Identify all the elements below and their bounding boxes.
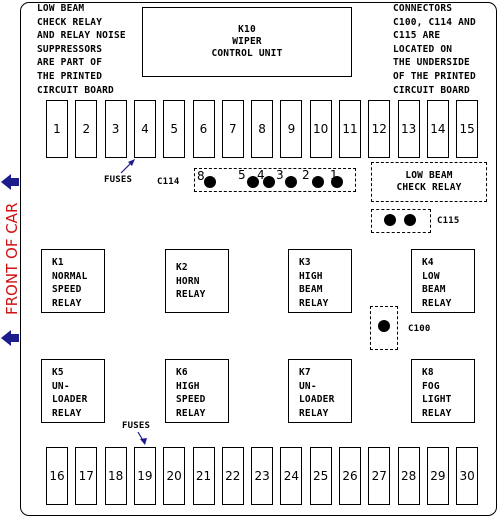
c114-pin-label: 4 — [257, 168, 265, 182]
fuse-21: 21 — [193, 447, 215, 505]
fuse-2: 2 — [75, 100, 97, 158]
fuse-22: 22 — [222, 447, 244, 505]
fuse-3: 3 — [105, 100, 127, 158]
relay-k1 — [41, 249, 105, 313]
fuse-4: 4 — [134, 100, 156, 158]
relay-k5 — [41, 359, 105, 423]
fuse-25: 25 — [310, 447, 332, 505]
relay-k3 — [288, 249, 352, 313]
c114-pin-4 — [263, 176, 275, 188]
fuse-30: 30 — [456, 447, 478, 505]
relay-k6 — [165, 359, 229, 423]
relay-k2 — [165, 249, 229, 313]
wiper-control-unit — [142, 7, 352, 77]
note-low-beam-check-relay: LOW BEAM CHECK RELAY AND RELAY NOISE SUPPRESSORS ARE PART OF THE PRINTED CIRCUIT BOARD — [37, 3, 126, 96]
fuse-11: 11 — [339, 100, 361, 158]
c100-label: C100 — [408, 324, 431, 334]
c115-pin — [384, 214, 396, 226]
c114-pin-label: 3 — [276, 168, 284, 182]
c115-connector — [371, 209, 431, 233]
fuse-5: 5 — [163, 100, 185, 158]
fuse-9: 9 — [280, 100, 302, 158]
relay-label: K2 HORN RELAY — [176, 262, 206, 301]
fuses-pointer-bottom — [134, 430, 150, 446]
relay-label: K7 UN- LOADER RELAY — [299, 367, 335, 419]
relay-label: K4 LOW BEAM RELAY — [422, 257, 452, 309]
c114-pin-label: 1 — [330, 168, 338, 182]
fuse-23: 23 — [251, 447, 273, 505]
relay-k4 — [411, 249, 475, 313]
fuse-19: 19 — [134, 447, 156, 505]
front-arrow-tail — [10, 334, 19, 342]
fuse-6: 6 — [193, 100, 215, 158]
fuse-7: 7 — [222, 100, 244, 158]
c100-pin — [378, 320, 390, 332]
front-of-car-label: FRONT OF CAR — [3, 202, 21, 315]
c114-pin-3 — [285, 176, 297, 188]
fuse-8: 8 — [251, 100, 273, 158]
c114-pin-label: 8 — [197, 169, 205, 183]
fuse-10: 10 — [310, 100, 332, 158]
fuse-29: 29 — [427, 447, 449, 505]
fuse-1: 1 — [46, 100, 68, 158]
fuse-18: 18 — [105, 447, 127, 505]
fuse-24: 24 — [280, 447, 302, 505]
c114-pin-2 — [312, 176, 324, 188]
c115-pin — [404, 214, 416, 226]
fuse-26: 26 — [339, 447, 361, 505]
c114-pin-label: 5 — [238, 168, 246, 182]
fuse-27: 27 — [368, 447, 390, 505]
fuse-14: 14 — [427, 100, 449, 158]
fuses-label-bottom: FUSES — [122, 421, 151, 431]
wiper-control-unit-label: K10 WIPER CONTROL UNIT — [211, 24, 283, 59]
relay-label: K5 UN- LOADER RELAY — [52, 367, 88, 419]
relay-label: K3 HIGH BEAM RELAY — [299, 257, 329, 309]
fuse-15: 15 — [456, 100, 478, 158]
relay-label: K1 NORMAL SPEED RELAY — [52, 257, 88, 309]
low-beam-check-relay — [371, 162, 487, 202]
fuse-13: 13 — [398, 100, 420, 158]
low-beam-check-relay-label: LOW BEAM CHECK RELAY — [396, 170, 462, 193]
fuse-12: 12 — [368, 100, 390, 158]
relay-label: K8 FOG LIGHT RELAY — [422, 367, 452, 419]
fuses-label-top: FUSES — [104, 175, 133, 185]
fuses-pointer-top — [118, 157, 140, 177]
c115-label: C115 — [437, 216, 460, 226]
relay-k8 — [411, 359, 475, 423]
c114-pin-8 — [204, 176, 216, 188]
c114-label: C114 — [157, 177, 180, 187]
c114-pin-label: 2 — [302, 168, 310, 182]
fuse-28: 28 — [398, 447, 420, 505]
fuse-17: 17 — [75, 447, 97, 505]
fuse-16: 16 — [46, 447, 68, 505]
relay-label: K6 HIGH SPEED RELAY — [176, 367, 206, 419]
fuse-20: 20 — [163, 447, 185, 505]
note-connectors-location: CONNECTORS C100, C114 AND C115 ARE LOCATED ON THE UNDERSIDE OF THE PRINTED CIRCUIT BOARD — [393, 3, 476, 96]
relay-k7 — [288, 359, 352, 423]
front-arrow-tail — [10, 178, 19, 186]
